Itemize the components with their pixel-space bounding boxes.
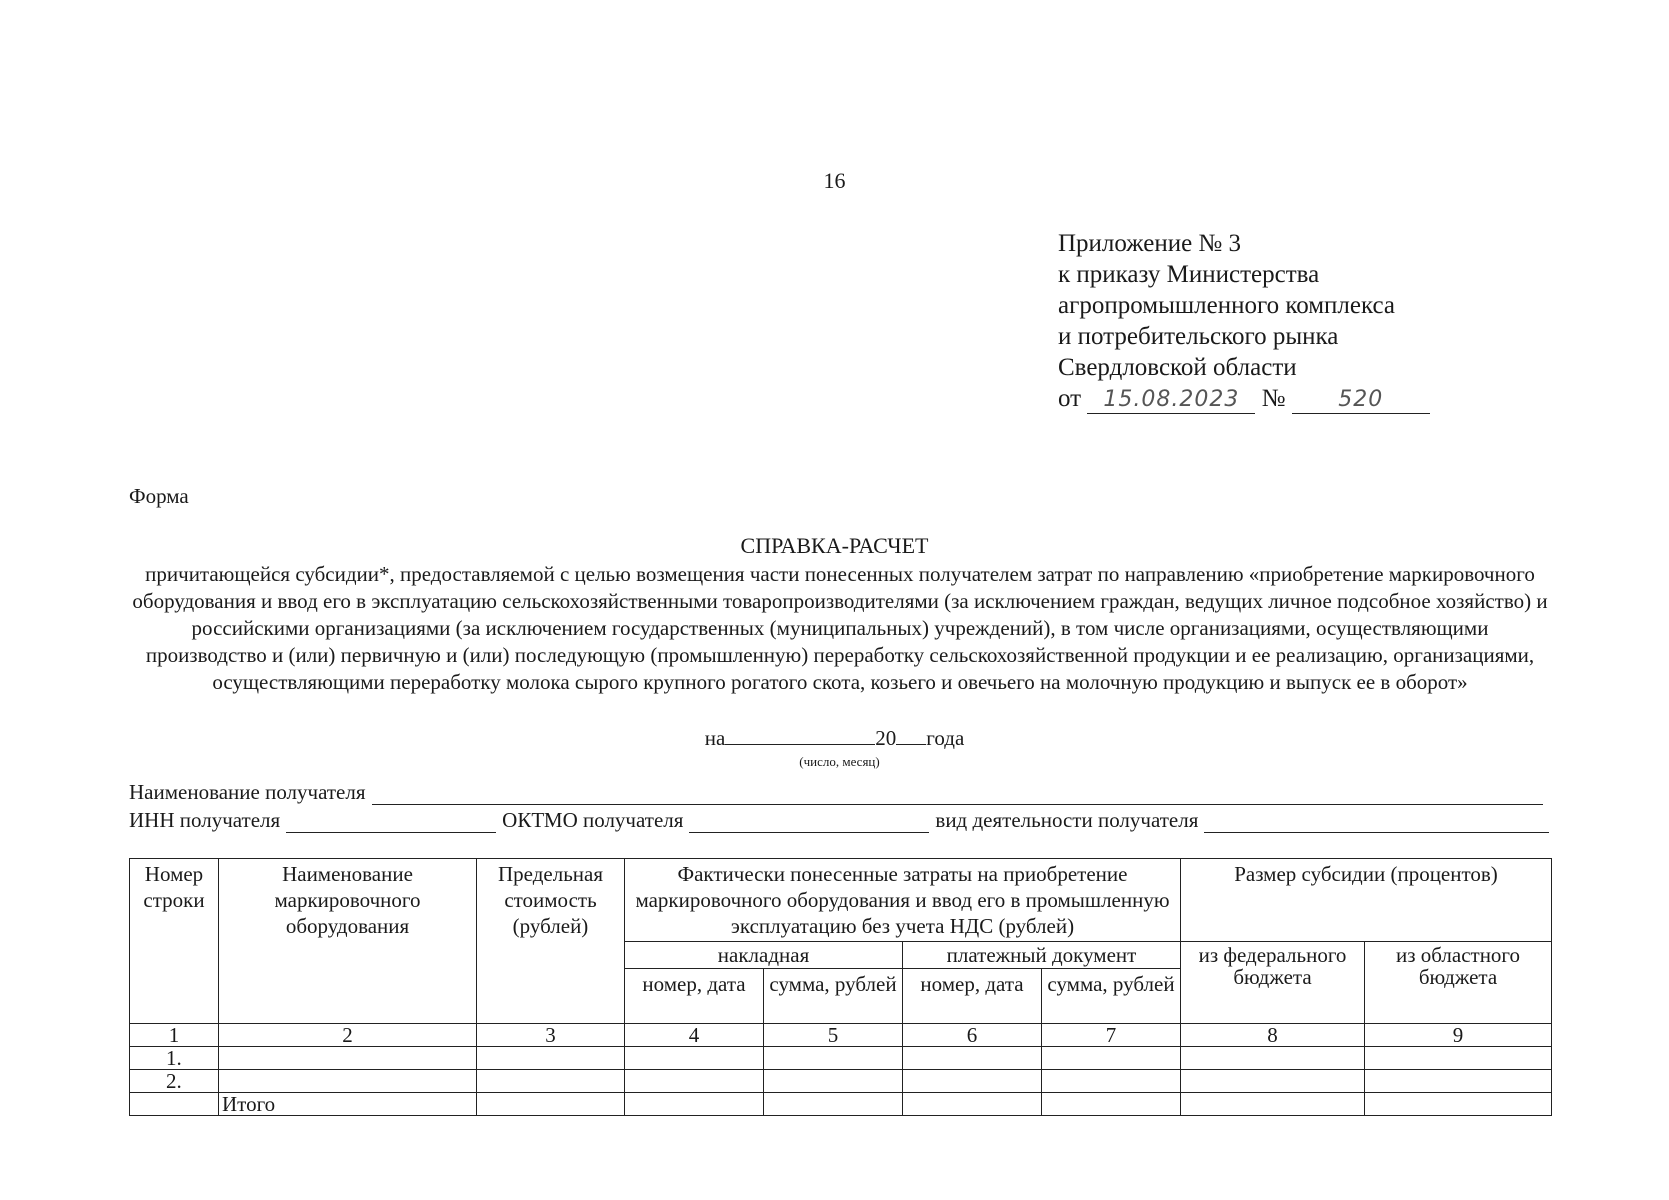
table-cell	[1181, 1047, 1365, 1070]
date-hint: (число, месяц)	[799, 754, 880, 769]
total-row	[130, 1093, 1552, 1116]
inn-blank	[286, 812, 496, 833]
table-row	[130, 1047, 1552, 1070]
row-number-cell: 2.	[130, 1070, 219, 1093]
table-cell	[1042, 1093, 1181, 1116]
column-number: 5	[764, 1024, 903, 1047]
table-cell	[477, 1047, 625, 1070]
column-number: 6	[903, 1024, 1042, 1047]
column-number: 8	[1181, 1024, 1365, 1047]
inn-label: ИНН получателя	[129, 808, 281, 832]
page-number: 16	[823, 168, 846, 193]
column-number: 2	[219, 1024, 477, 1047]
header-subsidy-size: Размер субсидии (процентов)	[1181, 859, 1552, 942]
table-cell	[903, 1093, 1042, 1116]
recipient-name-blank	[372, 784, 1544, 805]
table-cell	[625, 1093, 764, 1116]
date-line-year-prefix: 20	[875, 726, 897, 750]
table-cell	[764, 1070, 903, 1093]
column-number: 4	[625, 1024, 764, 1047]
recipient-details-row	[129, 808, 1549, 833]
table-cell	[625, 1047, 764, 1070]
table-cell	[1042, 1047, 1181, 1070]
column-number: 9	[1365, 1024, 1552, 1047]
table-cell	[1365, 1070, 1552, 1093]
header-payment-sum: сумма, рублей	[1042, 969, 1181, 1024]
date-year-blank	[896, 726, 926, 745]
column-number: 3	[477, 1024, 625, 1047]
oktmo-label: ОКТМО получателя	[502, 808, 684, 832]
table-cell	[764, 1047, 903, 1070]
header-regional-budget: из областного бюджета	[1365, 942, 1552, 1024]
header-payment-document: платежный документ	[903, 942, 1181, 969]
report-date-line	[0, 726, 1669, 751]
header-equipment-name: Наименование маркировочного оборудования	[219, 859, 477, 1024]
appendix-line-4: и потребительского рынка	[1058, 323, 1339, 350]
date-prefix: от	[1058, 385, 1082, 412]
date-day-month-blank	[725, 726, 875, 745]
oktmo-blank	[689, 812, 929, 833]
header-max-cost: Предельная стоимость (рублей)	[477, 859, 625, 1024]
table-cell	[1181, 1093, 1365, 1116]
appendix-line-3: агропромышленного комплекса	[1058, 292, 1396, 319]
date-line-prefix: на	[704, 726, 726, 750]
column-numbers-row	[130, 1024, 1552, 1047]
header-invoice-sum: сумма, рублей	[764, 969, 903, 1024]
header-payment-number-date: номер, дата	[903, 969, 1042, 1024]
activity-label: вид деятельности получателя	[935, 808, 1199, 832]
appendix-line-1: Приложение № 3	[1058, 230, 1242, 257]
document-description: причитающейся субсидии*, предоставляемой с целью возмещения части понесенных получателем затрат по направлению «приобретение маркировочного оборудования и ввод его в эксплуатацию сельскохозяйственными товаропроизводителями (за исключением граждан, ведущих личное подсобное хозяйство) и российскими организациями (за исключением государственных (муниципальных) учреждений), в том числе организациями, осуществляющими производство и (или) первичную и (или) последующую (промышленную) переработку сельскохозяйственной продукции и ее реализацию, организациями, осуществляющими переработку молока сырого крупного рогатого скота, козьего и овечьего на молочную продукцию и выпуск ее в оборот»	[132, 562, 1548, 694]
header-federal-budget: из федерального бюджета	[1181, 942, 1365, 1024]
appendix-line-5: Свердловской области	[1058, 354, 1297, 381]
date-line-suffix: года	[926, 726, 965, 750]
table-cell	[1181, 1070, 1365, 1093]
appendix-line-2: к приказу Министерства	[1058, 261, 1320, 288]
table-row	[130, 1070, 1552, 1093]
table-cell	[1365, 1047, 1552, 1070]
table-cell	[625, 1070, 764, 1093]
table-cell	[903, 1070, 1042, 1093]
recipient-name-label: Наименование получателя	[129, 780, 366, 804]
order-number-handwritten: 520	[1292, 387, 1430, 414]
document-title: СПРАВКА-РАСЧЕТ	[740, 533, 929, 558]
table-cell	[219, 1047, 477, 1070]
table-cell	[477, 1070, 625, 1093]
number-prefix: №	[1261, 385, 1286, 412]
total-label: Итого	[219, 1093, 477, 1116]
calculation-table	[129, 858, 1552, 1116]
form-label: Форма	[129, 484, 189, 508]
row-number-cell: 1.	[130, 1047, 219, 1070]
order-date-handwritten: 15.08.2023	[1087, 387, 1255, 414]
table-cell	[1042, 1070, 1181, 1093]
recipient-name-row	[129, 780, 1549, 805]
table-cell	[1365, 1093, 1552, 1116]
column-number: 7	[1042, 1024, 1181, 1047]
table-cell	[477, 1093, 625, 1116]
appendix-block	[1058, 228, 1430, 414]
table-cell	[130, 1093, 219, 1116]
table-cell	[219, 1070, 477, 1093]
column-number: 1	[130, 1024, 219, 1047]
activity-blank	[1204, 812, 1549, 833]
header-invoice-number-date: номер, дата	[625, 969, 764, 1024]
header-invoice: накладная	[625, 942, 903, 969]
header-row-number: Номер строки	[130, 859, 219, 1024]
appendix-order-line	[1058, 383, 1430, 414]
table-cell	[764, 1093, 903, 1116]
table-cell	[903, 1047, 1042, 1070]
header-actual-costs: Фактически понесенные затраты на приобретение маркировочного оборудования и ввод его в промышленную эксплуатацию без учета НДС (рублей)	[625, 859, 1181, 942]
